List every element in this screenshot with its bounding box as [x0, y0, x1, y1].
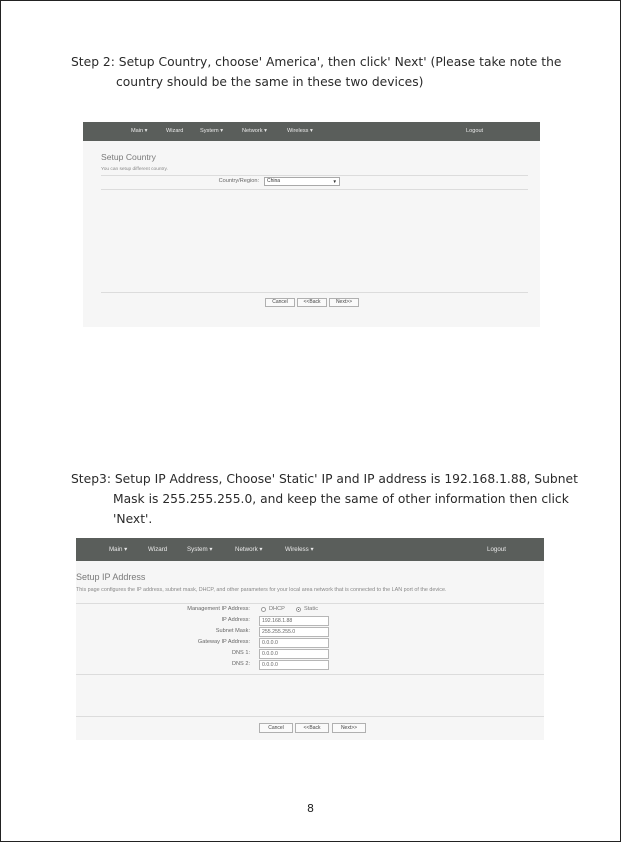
nav-network[interactable]: Network ▾ [235, 546, 263, 553]
step3-line3: 'Next'. [113, 512, 153, 526]
page-number: 8 [307, 802, 314, 815]
country-screenshot [83, 122, 540, 327]
dns2-label: DNS 2: [231, 661, 250, 667]
country-select[interactable] [264, 177, 340, 186]
step2-line2: country should be the same in these two devices) [116, 75, 424, 89]
step3-instructions [71, 469, 578, 529]
subnet-mask-label: Subnet Mask: [215, 628, 250, 634]
page-title: Setup Country [101, 152, 156, 162]
static-label: Static [304, 606, 318, 612]
ip-address-input[interactable]: 192.168.1.88 [259, 616, 329, 626]
static-radio[interactable] [296, 607, 301, 612]
page-description: You can setup different country. [101, 167, 168, 172]
next-button[interactable]: Next>> [329, 298, 359, 307]
nav-logout[interactable]: Logout [466, 128, 484, 134]
ip-address-label: IP Address: [221, 617, 250, 623]
dns2-input[interactable]: 0.0.0.0 [259, 660, 329, 670]
divider [76, 716, 544, 717]
nav-network[interactable]: Network ▾ [242, 128, 267, 134]
dhcp-radio[interactable] [261, 607, 266, 612]
dhcp-label: DHCP [269, 606, 285, 612]
nav-wizard[interactable]: Wizard [166, 128, 184, 134]
nav-wireless[interactable]: Wireless ▾ [285, 546, 314, 553]
router-navbar [83, 122, 540, 141]
next-button[interactable]: Next>> [332, 723, 366, 733]
divider [101, 189, 528, 190]
page-description: This page configures the IP address, subnet mask, DHCP, and other parameters for your local area network that is connected to the LAN port of the device. [76, 587, 447, 593]
divider [101, 292, 528, 293]
router-navbar [76, 538, 544, 561]
gateway-input[interactable]: 0.0.0.0 [259, 638, 329, 648]
back-button[interactable]: <<Back [295, 723, 329, 733]
dns1-input[interactable]: 0.0.0.0 [259, 649, 329, 659]
back-button[interactable]: <<Back [297, 298, 327, 307]
step2-line1: Step 2: Setup Country, choose' America', then click' Next' (Please take note the [71, 55, 562, 69]
gateway-label: Gateway IP Address: [197, 639, 250, 645]
step3-line2: Mask is 255.255.255.0, and keep the same of other information then click [113, 492, 569, 506]
nav-system[interactable]: System ▾ [187, 546, 213, 553]
nav-wireless[interactable]: Wireless ▾ [287, 128, 313, 134]
nav-wizard[interactable]: Wizard [148, 546, 168, 553]
ip-screenshot [76, 538, 544, 740]
divider [101, 175, 528, 176]
mgmt-ip-label: Management IP Address: [187, 606, 250, 612]
cancel-button[interactable]: Cancel [259, 723, 293, 733]
nav-main[interactable]: Main ▾ [109, 546, 128, 553]
dns1-label: DNS 1: [231, 650, 250, 656]
subnet-mask-input[interactable]: 255.255.255.0 [259, 627, 329, 637]
step2-instructions [71, 52, 561, 92]
page-title: Setup IP Address [76, 572, 146, 582]
cancel-button[interactable]: Cancel [265, 298, 295, 307]
nav-logout[interactable]: Logout [487, 546, 506, 553]
divider [76, 674, 544, 675]
country-label: Country/Region: [218, 178, 259, 184]
country-selected-value: China [267, 178, 281, 184]
step3-line1: Step3: Setup IP Address, Choose' Static' IP and IP address is 192.168.1.88, Subnet [71, 472, 578, 486]
nav-system[interactable]: System ▾ [200, 128, 224, 134]
nav-main[interactable]: Main ▾ [131, 128, 148, 134]
divider [76, 603, 544, 604]
chevron-down-icon: ▼ [332, 179, 337, 184]
